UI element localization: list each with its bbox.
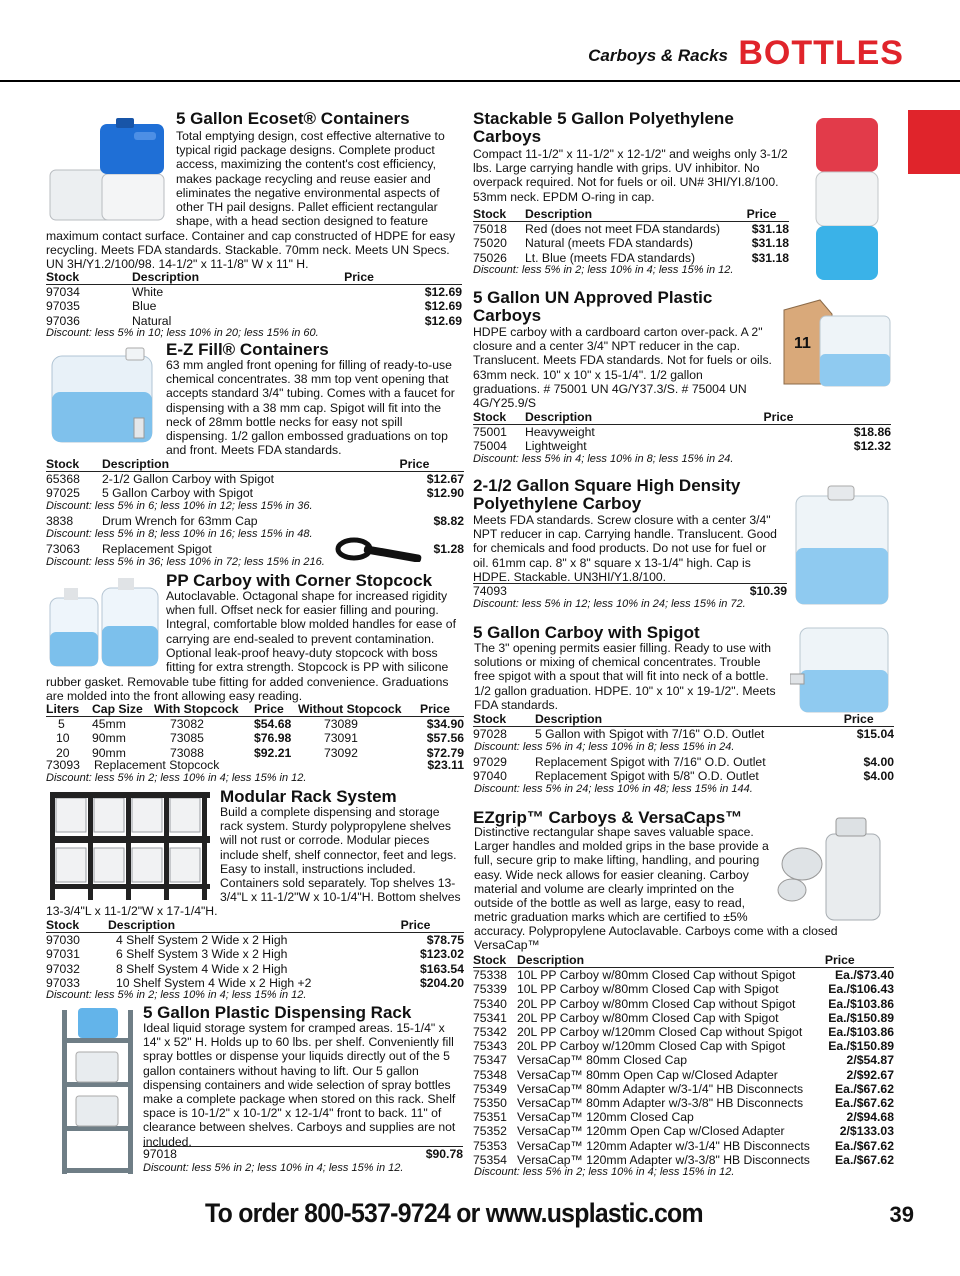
item-price: $57.56 xyxy=(426,731,464,746)
table-row xyxy=(473,1011,894,1025)
col-stock: Stock xyxy=(473,712,535,727)
item-description: Natural xyxy=(132,313,172,328)
item-description: VersaCap™ 80mm Adapter w/3-3/8" HB Disconnects xyxy=(517,1096,804,1111)
stock-number: 97031 xyxy=(46,947,80,962)
table-row xyxy=(473,222,789,237)
stock-number: 75343 xyxy=(473,1039,507,1054)
col-with-stopcock: With Stopcock xyxy=(154,702,254,717)
item-price: Ea./$106.43 xyxy=(828,982,894,997)
item-price: 2/$54.87 xyxy=(846,1053,894,1068)
table-row xyxy=(46,731,464,745)
table-row xyxy=(46,285,462,300)
ezfill-description: 63 mm angled front opening for filling of ready-to-use chemical concentrates. 38 mm top vent opening that accepts standard 3/4" tubing. Comes with a faucet for dispensing with a 38 mm cap. Spigot will fit into the neck of 28mm bottle necks for easy not spill dispensing. 1/2 gallon embossed graduations on top and front. Meets FDA standards. xyxy=(166,358,455,458)
ecoset-description-top: Total emptying design, cost effective alternative to typical rigid package designs. Complete product access, maximizing the content's cost efficiency, makes package recycling and reuse easier and eliminates the negative environmental aspects of other TH pail designs. Pallet efficient rectangular shape, with a head section designed to feature xyxy=(176,129,445,229)
un-title: 5 Gallon UN Approved Plastic Carboys xyxy=(473,288,713,325)
item-description: 6 Shelf System 3 Wide x 2 High xyxy=(116,947,288,962)
table-row xyxy=(473,1139,894,1153)
item-description: 5 Gallon Carboy with Spigot xyxy=(102,486,254,501)
item-description: Replacement Stopcock xyxy=(94,758,220,772)
item-price: $31.18 xyxy=(751,236,789,251)
square-title: 2-1/2 Gallon Square High Density Polyethylene Carboy xyxy=(473,476,741,513)
item-description: VersaCap™ 80mm Open Cap w/Closed Adapter xyxy=(517,1067,778,1082)
item-description: 10L PP Carboy w/80mm Closed Cap with Spigot xyxy=(517,982,779,997)
item-description: VersaCap™ 120mm Open Cap w/Closed Adapter xyxy=(517,1124,785,1139)
table-row xyxy=(473,1068,894,1082)
liters: 5 xyxy=(58,717,65,732)
stock-number: 97036 xyxy=(46,313,80,328)
square-description: Meets FDA standards. Screw closure with a center 3/4" NPT reducer in cap. Carrying handle. Translucent. Good for chemicals and food products. Do not use for fuel or oil. 61mm cap. 8" x 8" square x 13-1/4" high. Cap is HDPE. Stackable. UN3HI/Y1.8/100. xyxy=(473,513,777,584)
drum-wrench-image xyxy=(334,536,426,562)
table-row xyxy=(473,584,787,599)
stock-number: 75026 xyxy=(473,250,507,265)
cap-size: 90mm xyxy=(92,731,126,746)
col-stock: Stock xyxy=(473,953,517,968)
spigot-discount-1: Discount: less 5% in 4; less 10% in 8; less 15% in 24. xyxy=(474,741,735,753)
dispensing-description: Ideal liquid storage system for cramped areas. 15-1/4" x 14" x 52" H. Holds up to 60 lbs. per shelf. Conveniently fill spray bottles or dispense your liquids directly out of the 5 gallon containers without having to lift. Our 5 gallon dispensing containers and wide selection of spray bottles make a complete package when stored on this rack. Shelf space is 10-1/2" x 10-1/2" x 12-1/4" front to back. 11" of clearance between shelves. Carboys and supplies are not included. xyxy=(143,1021,456,1149)
item-price: $12.32 xyxy=(853,439,891,454)
table-row xyxy=(46,933,464,948)
stock-number: 73063 xyxy=(46,542,80,556)
item-price: $8.82 xyxy=(433,514,464,528)
stock-number: 74093 xyxy=(473,584,507,598)
table-row xyxy=(473,1025,894,1039)
table-row xyxy=(473,236,789,250)
item-description: Replacement Spigot with 5/8" O.D. Outlet xyxy=(535,769,759,784)
stock-number: 75020 xyxy=(473,236,507,251)
stock-number: 65368 xyxy=(46,472,80,487)
stock-number: 75004 xyxy=(473,439,507,454)
item-price: Ea./$150.89 xyxy=(828,1010,894,1025)
item-price: $12.90 xyxy=(426,486,464,501)
stock-number: 75001 xyxy=(473,425,507,440)
stock-number: 97030 xyxy=(46,933,80,948)
table-row xyxy=(46,486,464,500)
stock-number: 73089 xyxy=(324,717,358,732)
item-price: $23.11 xyxy=(427,758,464,772)
item-price: Ea./$67.62 xyxy=(835,1138,894,1153)
modular-title: Modular Rack System xyxy=(220,787,397,806)
item-price: $92.21 xyxy=(254,745,292,760)
stock-number: 97033 xyxy=(46,975,80,990)
table-row xyxy=(473,982,894,996)
un-discount: Discount: less 5% in 4; less 10% in 8; less 15% in 24. xyxy=(473,453,734,465)
col-stock: Stock xyxy=(46,457,102,472)
item-price: 2/$94.68 xyxy=(846,1110,894,1125)
ezgrip-carboy-image xyxy=(774,812,898,924)
item-description: 5 Gallon with Spigot with 7/16" O.D. Outlet xyxy=(535,727,765,742)
table-row xyxy=(473,1053,894,1067)
item-price: $4.00 xyxy=(863,755,894,769)
ezgrip-table xyxy=(473,953,894,1167)
table-row xyxy=(46,514,464,528)
stackable-discount: Discount: less 5% in 2; less 10% in 4; less 15% in 12. xyxy=(473,264,734,276)
pp-title: PP Carboy with Corner Stopcock xyxy=(166,571,433,590)
ezfill-title: E-Z Fill® Containers xyxy=(166,340,329,359)
item-price: $90.78 xyxy=(425,1147,463,1161)
item-description: White xyxy=(132,285,164,300)
item-price: $72.79 xyxy=(426,745,464,760)
stock-number: 75349 xyxy=(473,1081,507,1096)
table-row xyxy=(473,1110,894,1124)
modular-rack-image xyxy=(46,790,214,906)
ezgrip-description-top: Distinctive rectangular shape saves valuable space. Larger handles and molded grips in the base provide a full, secure grip to make lifting, handling, and pouring easy. Wide neck allows for easier cleaning. Carboy material and volume are clearly imprinted on the outside of the bottle as well as large, easy to read, metric graduation marks which are certified to ±5% xyxy=(474,825,769,925)
item-description: 10L PP Carboy w/80mm Closed Cap without Spigot xyxy=(517,968,796,983)
table-row xyxy=(473,1082,894,1096)
stackable-carboys-image xyxy=(810,114,882,284)
table-row xyxy=(143,1147,463,1162)
col-price-without: Price xyxy=(420,702,464,717)
pp-description-top: Autoclavable. Octagonal shape for increased rigidity when full. Offset neck for easier filling and pouring. Integral, comfortable blow molded handles for ease of carrying are end-sealed to prevent contamination. Optional leak-proof heavy-duty stopcock with boss fitting for extra strength. Stopcock is PP with silicone xyxy=(166,589,456,675)
col-description: Description xyxy=(517,953,825,968)
stock-number: 73088 xyxy=(170,745,204,760)
item-price: $54.68 xyxy=(254,717,292,732)
stackable-title: Stackable 5 Gallon Polyethylene Carboys xyxy=(473,109,734,146)
stock-number: 75353 xyxy=(473,1138,507,1153)
item-price: Ea./$67.62 xyxy=(835,1152,894,1167)
item-description: Replacement Spigot xyxy=(102,542,212,556)
stock-number: 75341 xyxy=(473,1010,507,1025)
ecoset-table xyxy=(46,270,462,328)
item-description: VersaCap™ 80mm Closed Cap xyxy=(517,1053,688,1068)
ezfill-discount-2: Discount: less 5% in 8; less 10% in 16; less 15% in 48. xyxy=(46,528,313,540)
item-price: $12.69 xyxy=(424,313,462,328)
stock-number: 75352 xyxy=(473,1124,507,1139)
stock-number: 97029 xyxy=(473,755,507,769)
ezfill-table xyxy=(46,457,464,501)
item-description: 20L PP Carboy w/80mm Closed Cap with Spigot xyxy=(517,1010,779,1025)
item-description: 2-1/2 Gallon Carboy with Spigot xyxy=(102,472,275,487)
item-price: $12.69 xyxy=(424,285,462,300)
item-description: Red (does not meet FDA standards) xyxy=(525,222,721,237)
item-price: $76.98 xyxy=(254,731,292,746)
table-row xyxy=(46,976,464,990)
section-category: Carboys & Racks xyxy=(588,46,728,65)
table-row xyxy=(46,299,462,313)
stock-number: 75351 xyxy=(473,1110,507,1125)
item-description: 8 Shelf System 4 Wide x 2 High xyxy=(116,961,288,976)
table-row xyxy=(473,1124,894,1138)
col-cap-size: Cap Size xyxy=(92,702,154,717)
item-description: Natural (meets FDA standards) xyxy=(525,236,693,251)
col-description: Description xyxy=(108,918,401,933)
un-table xyxy=(473,410,891,454)
item-description: Replacement Spigot with 7/16" O.D. Outlet xyxy=(535,755,766,769)
stock-number: 73092 xyxy=(324,745,358,760)
ezfill-discount-1: Discount: less 5% in 6; less 10% in 12; less 15% in 36. xyxy=(46,500,313,512)
item-price: $204.20 xyxy=(419,975,464,990)
ecoset-discount: Discount: less 5% in 10; less 10% in 20; less 15% in 60. xyxy=(46,327,319,339)
col-price: Price xyxy=(400,457,464,472)
table-row xyxy=(473,1153,894,1167)
stock-number: 73093 xyxy=(46,758,80,772)
item-price: $123.02 xyxy=(419,947,464,962)
spigot-table xyxy=(473,712,894,741)
table-row xyxy=(46,472,464,487)
section-tab-marker xyxy=(908,110,960,174)
col-price: Price xyxy=(844,712,894,727)
item-description: 10 Shelf System 4 Wide x 2 High +2 xyxy=(116,975,312,990)
col-price: Price xyxy=(747,207,789,222)
item-description: 20L PP Carboy w/80mm Closed Cap without Spigot xyxy=(517,996,796,1011)
table-row xyxy=(473,727,894,742)
stock-number: 75340 xyxy=(473,996,507,1011)
col-stock: Stock xyxy=(473,410,525,425)
cap-size: 90mm xyxy=(92,745,126,760)
stock-number: 97018 xyxy=(143,1147,177,1161)
col-description: Description xyxy=(535,712,844,727)
ezgrip-discount: Discount: less 5% in 2; less 10% in 4; less 15% in 12. xyxy=(474,1166,735,1178)
dispensing-row xyxy=(143,1146,463,1161)
stock-number: 75338 xyxy=(473,968,507,983)
pp-description-bottom: rubber gasket. Removable tube fitting for added convenience. Graduations are molded into the front allowing easy reading. xyxy=(46,675,449,704)
ezfill-container-image xyxy=(46,346,160,454)
item-price: Ea./$73.40 xyxy=(835,968,894,983)
table-row xyxy=(46,947,464,961)
item-price: $78.75 xyxy=(426,933,464,948)
col-description: Description xyxy=(525,207,747,222)
modular-description-bottom: 13-3/4"L x 11-1/2"W x 17-1/4"H. xyxy=(46,904,218,918)
ecoset-container-image xyxy=(46,118,170,224)
order-line: To order 800-537-9724 or www.usplastic.com xyxy=(205,1198,703,1228)
dispensing-title: 5 Gallon Plastic Dispensing Rack xyxy=(143,1003,412,1022)
stock-number: 75348 xyxy=(473,1067,507,1082)
stock-number: 3838 xyxy=(46,514,74,528)
stock-number: 75347 xyxy=(473,1053,507,1068)
un-carboy-image xyxy=(780,292,896,392)
item-description: Drum Wrench for 63mm Cap xyxy=(102,514,258,528)
item-description: Blue xyxy=(132,299,157,314)
spigot-description: The 3" opening permits easier filling. Ready to use with solutions or mixing of chemical concentrates. Trouble free spigot with a spout that will fit into neck of a bottle. 1/2 gallon graduation. HDPE. 10" x 10" x 19-1/2". Meets FDA standards. xyxy=(474,641,776,712)
table-row xyxy=(473,425,891,440)
liters: 20 xyxy=(56,745,70,760)
item-price: $10.39 xyxy=(749,584,787,598)
item-price: $34.90 xyxy=(426,717,464,732)
item-description: Lightweight xyxy=(525,439,587,454)
col-price: Price xyxy=(825,953,894,968)
table-row xyxy=(46,758,464,772)
ecoset-description-bottom: maximum contact surface. Container and cap constructed of HDPE for easy recycling. Meets FDA standards. Stackable. 70mm neck. Meets UN Specs. UN 3H/Y1.2/100/98. 14-1/2" x 11-1/8" W x 11" H. xyxy=(46,229,456,272)
item-description: Heavyweight xyxy=(525,425,595,440)
table-row xyxy=(473,251,789,265)
stock-number: 75354 xyxy=(473,1152,507,1167)
table-row xyxy=(473,968,894,983)
item-price: $31.18 xyxy=(751,250,789,265)
item-price: $163.54 xyxy=(419,961,464,976)
page-number: 39 xyxy=(889,1202,914,1227)
table-row xyxy=(473,769,894,783)
box-mark: 11 xyxy=(794,335,811,352)
table-row xyxy=(473,1039,894,1053)
table-row xyxy=(46,717,464,732)
modular-table xyxy=(46,918,464,990)
col-liters: Liters xyxy=(46,702,92,717)
item-price: $12.69 xyxy=(424,299,462,314)
square-carboy-image xyxy=(790,484,894,608)
pp-stopcock-row xyxy=(46,758,464,772)
pp-table xyxy=(46,702,464,760)
item-price: Ea./$67.62 xyxy=(835,1081,894,1096)
col-price: Price xyxy=(764,410,891,425)
item-price: 2/$92.67 xyxy=(846,1067,894,1082)
ezgrip-description-bottom: accuracy. Polypropylene Autoclavable. Carboys come with a closed VersaCap™ xyxy=(474,924,838,953)
item-price: Ea./$103.86 xyxy=(828,1025,894,1040)
stock-number: 73091 xyxy=(324,731,358,746)
stock-number: 75350 xyxy=(473,1096,507,1111)
ecoset-section xyxy=(46,110,464,128)
item-price: $18.86 xyxy=(853,425,891,440)
item-price: 2/$133.03 xyxy=(839,1124,894,1139)
item-description: Lt. Blue (meets FDA standards) xyxy=(525,250,696,265)
col-without-stopcock: Without Stopcock xyxy=(298,702,420,717)
square-row xyxy=(473,583,787,598)
spigot-discount-2: Discount: less 5% in 24; less 10% in 48; less 15% in 144. xyxy=(474,783,753,795)
item-description: VersaCap™ 120mm Adapter w/3-3/8" HB Disconnects xyxy=(517,1152,810,1167)
item-description: 4 Shelf System 2 Wide x 2 High xyxy=(116,933,288,948)
ecoset-title: 5 Gallon Ecoset® Containers xyxy=(176,109,410,128)
item-description: 20L PP Carboy w/120mm Closed Cap without Spigot xyxy=(517,1025,803,1040)
item-price: $1.28 xyxy=(433,542,464,556)
table-row xyxy=(473,755,894,769)
stock-number: 97040 xyxy=(473,769,507,784)
col-stock: Stock xyxy=(46,918,108,933)
table-row xyxy=(473,1096,894,1110)
col-price: Price xyxy=(401,918,464,933)
col-stock: Stock xyxy=(46,270,132,285)
cap-size: 45mm xyxy=(92,717,126,732)
ezfill-wrench-row xyxy=(46,514,464,528)
col-description: Description xyxy=(132,270,344,285)
liters: 10 xyxy=(56,731,70,746)
stock-number: 75342 xyxy=(473,1025,507,1040)
stock-number: 75018 xyxy=(473,222,507,237)
modular-description-top: Build a complete dispensing and storage rack system. Sturdy polypropylene shelves will not rust or corrode. Modular pieces include shelf, shelf connector, feet and legs. Easy to install, instructions included. Containers sold separately. Top shelves 13-3/4"L x 11-1/2"W x 10-1/4"H. Bottom shelves xyxy=(220,805,461,905)
item-price: Ea./$150.89 xyxy=(828,1039,894,1054)
col-price: Price xyxy=(344,270,462,285)
item-description: VersaCap™ 80mm Adapter w/3-1/4" HB Disconnects xyxy=(517,1081,804,1096)
stock-number: 97035 xyxy=(46,299,80,314)
col-price-with: Price xyxy=(254,702,298,717)
stock-number: 97028 xyxy=(473,727,507,742)
col-description: Description xyxy=(525,410,764,425)
stock-number: 97032 xyxy=(46,961,80,976)
item-price: Ea./$67.62 xyxy=(835,1096,894,1111)
square-discount: Discount: less 5% in 12; less 10% in 24; less 15% in 72. xyxy=(473,598,746,610)
spigot-carboy-image xyxy=(790,622,894,716)
item-description: VersaCap™ 120mm Adapter w/3-1/4" HB Disconnects xyxy=(517,1138,810,1153)
table-row xyxy=(46,314,462,328)
item-description: VersaCap™ 120mm Closed Cap xyxy=(517,1110,694,1125)
stock-number: 73082 xyxy=(170,717,204,732)
table-row xyxy=(473,997,894,1011)
page-title: BOTTLES xyxy=(738,34,904,72)
spigot-title: 5 Gallon Carboy with Spigot xyxy=(473,623,700,642)
stackable-description: Compact 11-1/2" x 11-1/2" x 12-1/2" and weighs only 3-1/2 lbs. Large carrying handle with grips. UV inhibitor. No overpack required. Not for fuels or oil. UN# 3HI/YI.8/100. 53mm neck. EPDM O-ring in cap. xyxy=(473,147,788,204)
un-description: HDPE carboy with a cardboard carton over-pack. A 2" closure and a center 3/4" NPT reducer in the cap. Translucent. Meets FDA standards. Not for fuels or oils. 63mm neck. 10" x 10" x 15-1/4". 1/2 gallon graduations. # 75001 UN 4G/Y37.3/S. # 75004 UN 4G/Y25.9/S xyxy=(473,325,772,411)
ezfill-discount-3: Discount: less 5% in 36; less 10% in 72; less 15% in 216. xyxy=(46,556,325,568)
stock-number: 97034 xyxy=(46,285,80,300)
dispensing-rack-image xyxy=(56,1004,140,1176)
item-price: $4.00 xyxy=(863,769,894,784)
table-row xyxy=(46,962,464,976)
spigot-replacement-table xyxy=(473,755,894,783)
ezgrip-title: EZgrip™ Carboys & VersaCaps™ xyxy=(473,808,743,827)
modular-discount: Discount: less 5% in 2; less 10% in 4; less 15% in 12. xyxy=(46,989,307,1001)
pp-carboy-image xyxy=(46,576,162,672)
col-stock: Stock xyxy=(473,207,525,222)
stock-number: 97025 xyxy=(46,486,80,501)
stock-number: 75339 xyxy=(473,982,507,997)
table-row xyxy=(473,439,891,453)
col-description: Description xyxy=(102,457,400,472)
item-price: $12.67 xyxy=(426,472,464,487)
stackable-table xyxy=(473,207,789,265)
item-price: $15.04 xyxy=(856,727,894,742)
item-price: $31.18 xyxy=(751,222,789,237)
header-divider xyxy=(0,80,960,82)
item-price: Ea./$103.86 xyxy=(828,996,894,1011)
item-description: 20L PP Carboy w/120mm Closed Cap with Spigot xyxy=(517,1039,786,1054)
pp-discount: Discount: less 5% in 2; less 10% in 4; less 15% in 12. xyxy=(46,772,307,784)
dispensing-discount: Discount: less 5% in 2; less 10% in 4; less 15% in 12. xyxy=(143,1162,404,1174)
stock-number: 73085 xyxy=(170,731,204,746)
